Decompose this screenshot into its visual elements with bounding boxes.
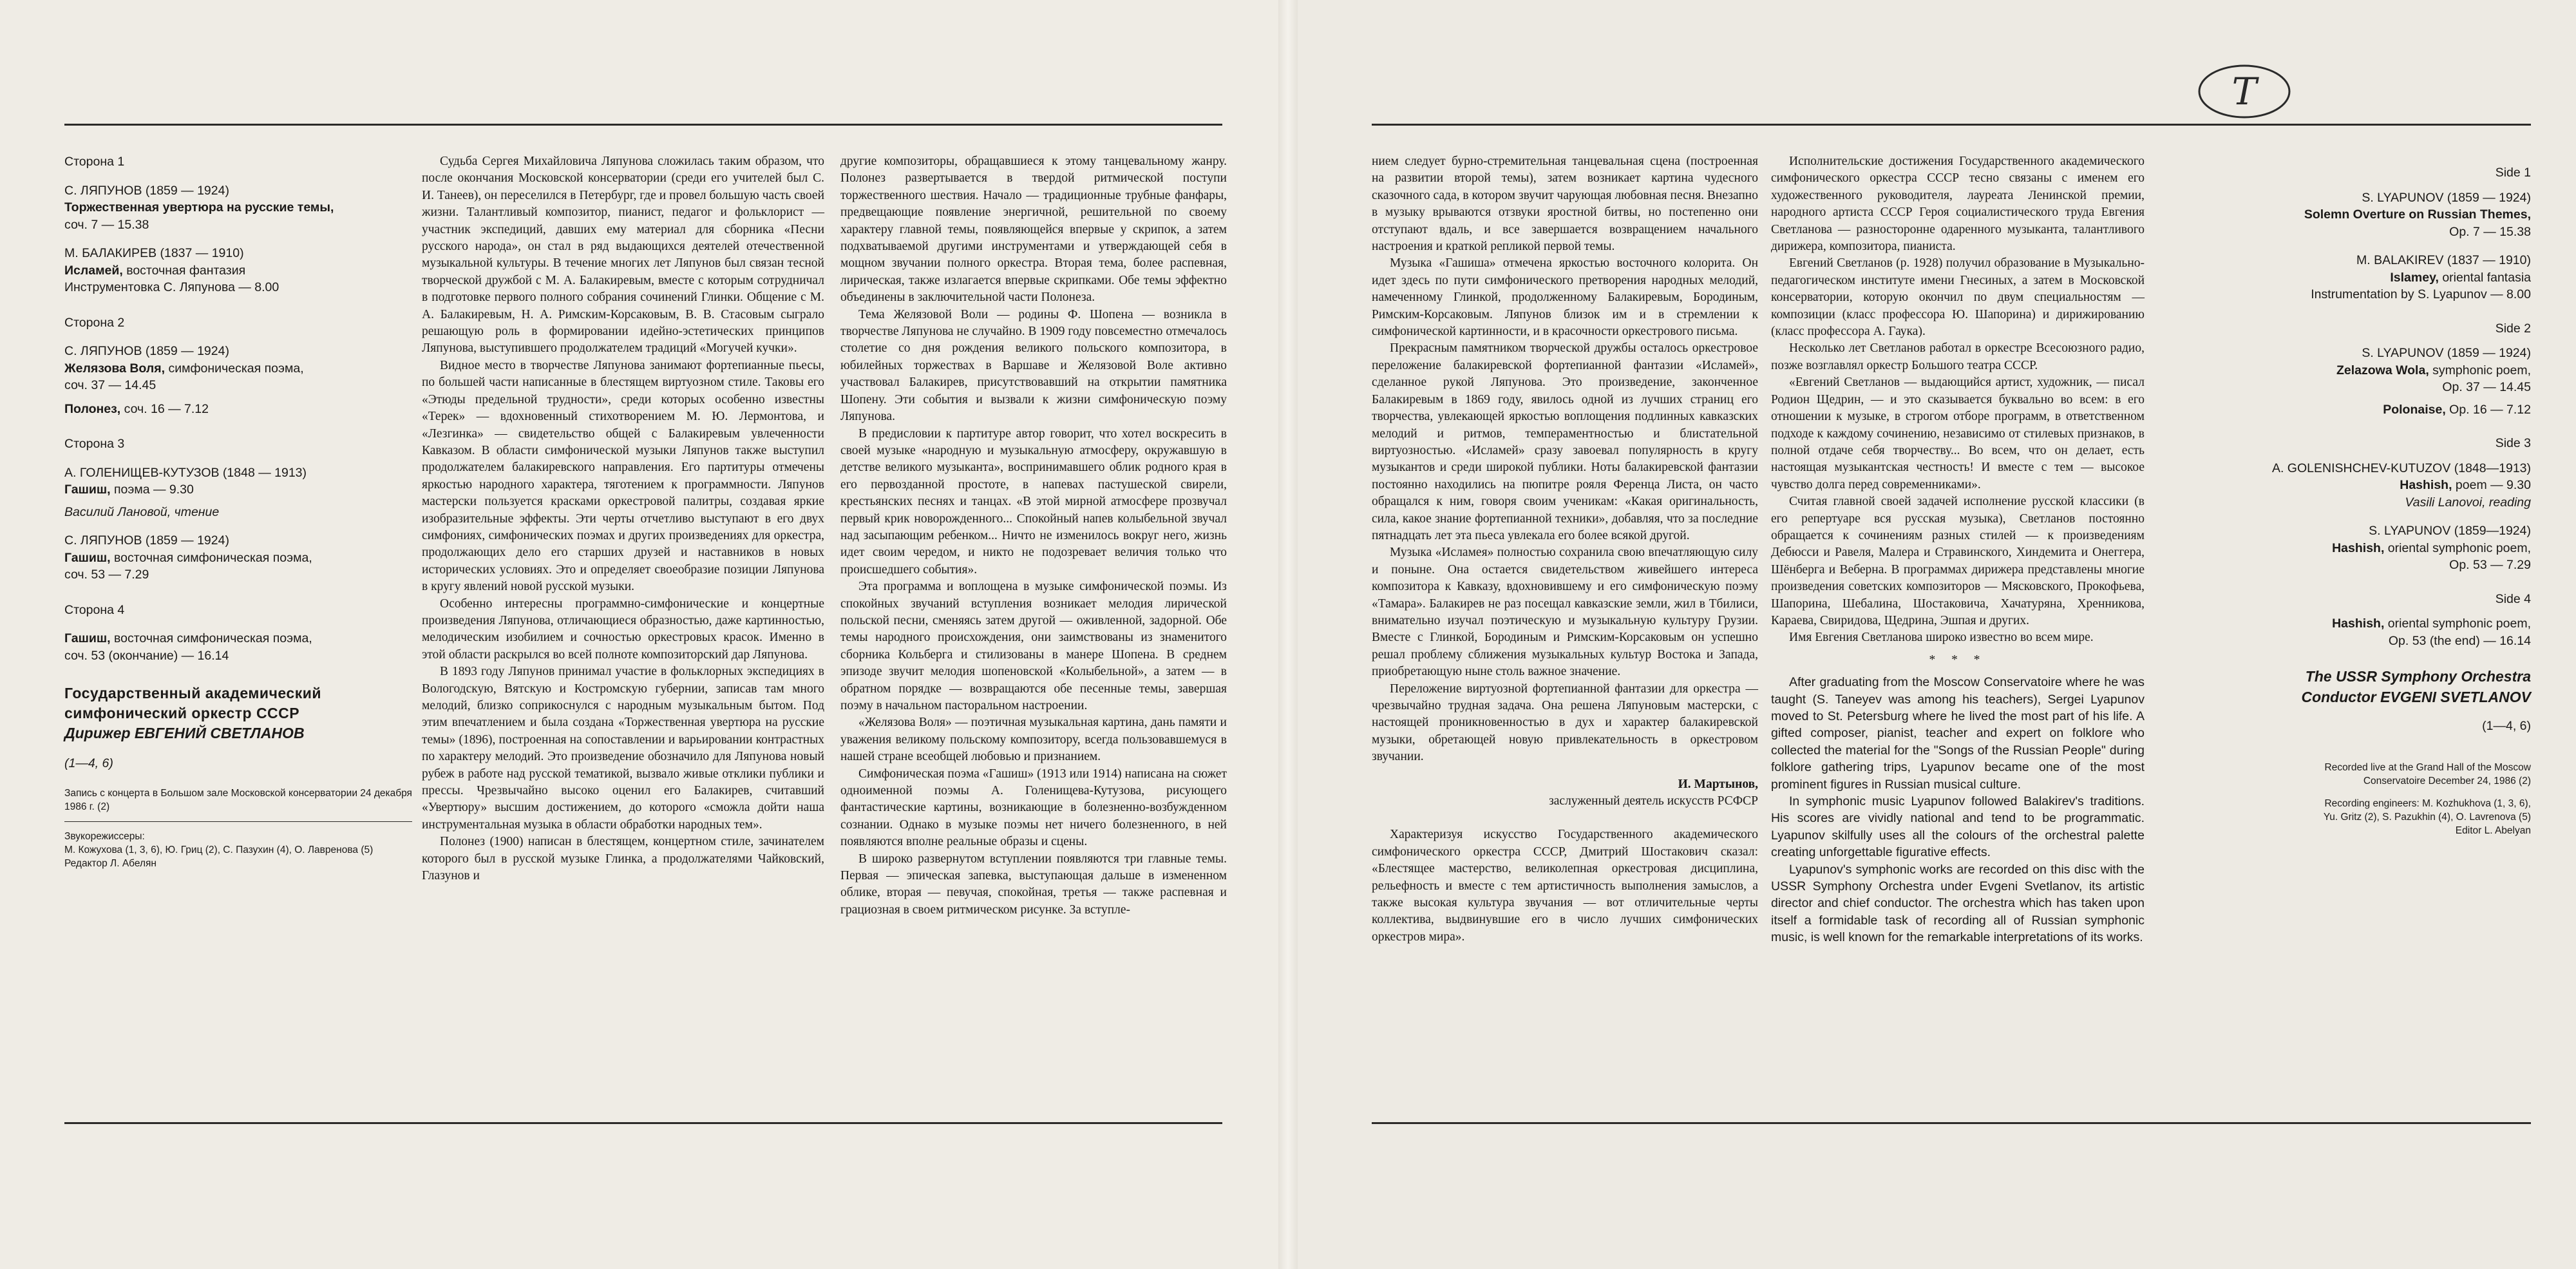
- divider: [64, 821, 412, 822]
- paragraph: Видное место в творчестве Ляпунова занимают фортепианные пьесы, по большей части написанные в блестящем виртуозном стиле. Таковы его «Этюды предельной трудности», среди которых особенно известны «Терек» — вдохновенный стихотворением М. Ю. Лермонтова, и «Лезгинка» — свидетельство общей с Балакиревым увлеченности Кавказом. В области симфонической музыки Ляпунов также выступил продолжателем балакиревского направления. Его партитуры отмечены яркостью народного характера, тяготением к программности. Ляпунов мастерски пользуется красками оркестровой палитры, создавая яркие изобразительные эффекты. Эти черты отчетливо выступают в его двух симфониях, симфонических поэмах и других произведениях для оркестра, продолжающих дело его старших друзей и наставников в новых исторических условиях. Это и определяет своеобразие позиции Ляпунова в кругу явлений новой русской музыки.: [422, 358, 824, 594]
- work-detail: соч. 16 — 7.12: [120, 401, 209, 416]
- paragraph: Особенно интересны программно-симфонические и концертные произведения Ляпунова, отличающиеся образностью, даже картинностью, мелодическим изобилием и сочностью оркестровых красок. Именно в этой области раскрылся во всей полноте композиторский дар Ляпунова.: [422, 596, 824, 662]
- paragraph: В предисловии к партитуре автор говорит, что хотел воскресить в своей музыке «народную и музыкальную атмосферу, окружавшую в детстве великого музыканта», воспринимавшего облик родного края в его первозданной простоте, в напевах пастушеской свирели, крестьянских песнях и танцах. «В этой мирной атмосфере прозвучал первый крик новорожденного... Спокойный напев колыбельной звучал над засыпающим ребенком... Ничто не изменилось вокруг него, жизнь идет своим чередом, и никто не подозревает величия только что происшедшего события».: [840, 426, 1227, 577]
- work-title: Zelazowa Wola,: [2336, 363, 2429, 377]
- composer: A. GOLENISHCHEV-KUTUZOV (1848—1913): [2271, 461, 2531, 475]
- paragraph: Полонез (1900) написан в блестящем, концертном стиле, зачинателем которого был в русской музыке Глинка, а продолжателями Чайковский, Глазунов и: [422, 835, 824, 883]
- program-item: [64, 532, 412, 584]
- work-subtitle: восточная симфоническая поэма,: [110, 631, 312, 645]
- essay-column-1: [422, 153, 824, 884]
- paragraph: Судьба Сергея Михайловича Ляпунова сложилась таким образом, что после окончания Московской консерватории (среди его учителей был С. И. Танеев), он переселился в Петербург, где и провел большую часть своей жизни. Талантливый композитор, пианист, педагог и фольклорист — участник экспедиций, давших ему материал для сборника «Песни русского народа», он стал в ряд выдающихся деятелей отечественной музыкальной культуры. В течение многих лет Ляпунов был связан тесной творческой дружбой с М. А. Балакиревым, вместе с которым сотрудничал в подготовке первого полного собрания сочинений Глинки. Общение с М. А. Балакиревым, Н. А. Римским-Корсаковым, В. В. Стасовым сыграло решающую роль в формировании идейно-эстетических принципов Ляпунова, выступившего продолжателем традиций «Могучей кучки».: [422, 155, 824, 356]
- essay-column-2: [840, 153, 1227, 919]
- paragraph: В широко развернутом вступлении появляются три главные темы. Первая — эпическая запевка, выступающая дальше в измененном облике, вторая — певучая, спокойная, третья — также распевная и грациозная в своем ритмическом рисунке. За вступле-: [840, 852, 1227, 917]
- center-fold: [1278, 0, 1298, 1269]
- composer: М. БАЛАКИРЕВ (1837 — 1910): [64, 246, 244, 260]
- program-item: [2170, 460, 2531, 511]
- work-title: Гашиш,: [64, 482, 111, 497]
- paragraph: Имя Евгения Светланова широко известно во всем мире.: [1789, 631, 2094, 645]
- orchestra-name: The USSR Symphony Orchestra: [2305, 668, 2531, 685]
- bottom-rule-left: [64, 1122, 1222, 1124]
- work-title: Hashish,: [2332, 616, 2385, 631]
- side-1-heading: Сторона 1: [64, 155, 125, 169]
- work-title: Гашиш,: [64, 550, 111, 565]
- work-subtitle: oriental symphonic poem,: [2384, 540, 2531, 555]
- side-4-heading: Сторона 4: [64, 602, 125, 617]
- reader-credit: Василий Лановой, чтение: [64, 504, 220, 519]
- work-title: Polonaise,: [2383, 402, 2446, 417]
- work-detail: соч. 53 — 7.29: [64, 568, 149, 582]
- engineers-list: Recording engineers: M. Kozhukhova (1, 3, 6), Yu. Gritz (2), S. Pazukhin (4), O. Lavrenova (5): [2323, 797, 2531, 823]
- section-separator: * * *: [1929, 653, 1987, 667]
- english-paragraph: Lyapunov's symphonic works are recorded on this disc with the USSR Symphony Orchestra under Evgeni Svetlanov, its artistic director and chief conductor. The orchestra which has taken upon itself a formidable task of recording all of Russian symphonic music, is well known for the remarkable interpretations of its works.: [1771, 862, 2145, 945]
- recording-note: Recorded live at the Grand Hall of the Moscow Conservatoire December 24, 1986 (2): [2324, 761, 2531, 787]
- editor-credit: Редактор Л. Абелян: [64, 857, 156, 869]
- work-detail: poem — 9.30: [2452, 478, 2531, 492]
- side-2-heading: Side 2: [2495, 321, 2531, 336]
- paragraph: другие композиторы, обращавшиеся к этому танцевальному жанру. Полонез развертывается в твердой ритмической поступи торжественного шествия. Начало — традиционные трубные фанфары, предвещающие появление энергичной, решительной по своему характеру главной темы, появляющейся впервые у скрипок, а затем подхватываемой другими инструментами и утверждающей себя в мощном звучании полного оркестра. Вторая тема, более распевная, лирическая, также излагается впервые скрипками. Обе темы эффектно объединены в заключительной части Полонеза.: [840, 155, 1227, 305]
- essay-column-3: [1372, 153, 1758, 946]
- english-paragraph: After graduating from the Moscow Conservatoire where he was taught (S. Taneyev was among his teachers), Sergei Lyapunov moved to St. Petersburg where he lived the most part of his life. A gifted composer, pianist, teacher and expert on folklore who collected the material for the "Songs of the Russian People" during folklore gathering trips, Lyapunov became one of the most prominent figures in Russian musical culture.: [1771, 675, 2145, 792]
- side-4-heading: Side 4: [2495, 591, 2531, 606]
- paragraph: нием следует бурно-стремительная танцевальная сцена (построенная на развитии второй темы), затем возникает картина чудесного сказочного сада, в котором звучит чарующая любовная песня. Внезапно в музыку врываются отзвуки яростной битвы, но постепенно они отступают вдаль, и все завершается возвращением начального настроения и краткой репликой первой темы.: [1372, 155, 1758, 254]
- composer: S. LYAPUNOV (1859—1924): [2369, 524, 2531, 538]
- paragraph: Тема Желязовой Воли — родины Ф. Шопена — возникла в творчестве Ляпунова не случайно. В 1909 году повсеместно отмечалось столетие со дня рождения великого польского композитора, в юбилейных торжествах в Варшаве и Желязовой Воле активно участвовал Балакирев, присутствовавший на открытии памятника Шопену. Эти события и вызвали к жизни симфоническую поэму Ляпунова.: [840, 307, 1227, 424]
- composer: S. LYAPUNOV (1859 — 1924): [2362, 190, 2531, 205]
- side-3-heading: Сторона 3: [64, 437, 125, 451]
- editor-credit: Editor L. Abelyan: [2455, 825, 2531, 836]
- recording-note: Запись с концерта в Большом зале Московской консерватории 24 декабря 1986 г. (2): [64, 787, 412, 812]
- top-rule-right: [1372, 124, 2531, 126]
- composer: S. LYAPUNOV (1859 — 1924): [2362, 346, 2531, 360]
- side-3-heading: Side 3: [2495, 436, 2531, 450]
- work-subtitle: oriental fantasia: [2438, 270, 2531, 285]
- conductor-name: Дирижер ЕВГЕНИЙ СВЕТЛАНОВ: [64, 725, 305, 741]
- paragraph: «Евгений Светланов — выдающийся артист, художник, — писал Родион Щедрин, — и это сказывается буквально во всем: в его отношении к музыке, в строгом отборе программ, в ответственном подходе к каждому сочинению, независимо от стилевых признаков, в полной отдаче себя творчеству... Во всем, что он делает, есть настоящая музыкантская честность! И вместе с тем — высокое чувство долга перед современниками».: [1771, 376, 2145, 491]
- engineers-label: Звукорежиссеры:: [64, 830, 145, 842]
- paragraph: Характеризуя искусство Государственного академического симфонического оркестра СССР, Дмитрий Шостакович сказал: «Блестящее мастерство, великолепная оркестровая дисциплина, рельефность и вместе с тем артистичность выполнения замыслов, а также высокая культура звучания — вот отличительные черты коллектива, выдвинувшие его в число лучших симфонических оркестров мира».: [1372, 828, 1758, 944]
- author-title: заслуженный деятель искусств РСФСР: [1549, 794, 1758, 808]
- work-title: Торжественная увертюра на русские темы,: [64, 200, 334, 215]
- paragraph: В 1893 году Ляпунов принимал участие в фольклорных экспедициях в Вологодскую, Вятскую и Костромскую губернии, записав там много мелодий, близко соприкоснулся с народным музыкальным бытом. Под этим впечатлением и была создана «Торжественная увертюра на русские темы» (1896), построенная на сопоставлении и варьировании контрастных по характеру мелодий. Это произведение обозначило для Ляпунова новый рубеж в работе над русской тематикой, вызвало живые отклики публики и прессы. Чрезвычайно высоко оценил его Балакирев, считавший «Увертюру» высшим достижением, до которого «сможла дойти наша инструментальная музыка в области обработки народных тем».: [422, 665, 824, 832]
- composer: С. ЛЯПУНОВ (1859 — 1924): [64, 344, 229, 358]
- program-item: [2170, 615, 2531, 649]
- composer: А. ГОЛЕНИЩЕВ-КУТУЗОВ (1848 — 1913): [64, 465, 307, 480]
- paragraph: Переложение виртуозной фортепианной фантазии для оркестра — чрезвычайно трудная задача. Она решена Ляпуновым мастерски, с настоящей проникновенностью в дух и характер балакиревской музыки, обретающей новую привлекательность в оркестровом звучании.: [1372, 682, 1758, 764]
- program-item: [64, 464, 412, 521]
- program-list-russian: [64, 153, 412, 870]
- work-subtitle: симфоническая поэма,: [165, 361, 304, 376]
- english-paragraph: In symphonic music Lyapunov followed Balakirev's traditions. His scores are vividly national and tend to be programmatic. Lyapunov skilfully uses all the colours of the orchestral palette creating unforgettable figurative effects.: [1771, 794, 2145, 860]
- paragraph: Симфоническая поэма «Гашиш» (1913 или 1914) написана на сюжет одноименной поэмы А. Голенищева-Кутузова, рисующего фантастические картины, возникающие в болезненно-возбужденном сознании. Однако в музыке поэмы нет ничего болезненного, в ней появляются вполне реальные образы и сцены.: [840, 767, 1227, 849]
- top-rule-left: [64, 124, 1222, 126]
- paragraph: Считая главной своей задачей исполнение русской классики (в его репертуаре вся русская музыка), Светланов постоянно обращается к сочинениям разных стилей — к произведениям Дебюсси и Равеля, Малера и Стравинского, Хиндемита и Онеггера, Шёнберга и Веберна. В программах дирижера представлены многие произведения советских композиторов — Мясковского, Прокофьева, Шапорина, Шебалина, Шостаковича, Хачатуряна, Хренникова, Караева, Свиридова, Щедрина, Эшпая и других.: [1771, 495, 2145, 627]
- work-subtitle: восточная фантазия: [122, 263, 246, 278]
- work-title: Полонез,: [64, 401, 121, 416]
- program-list-english: [2170, 164, 2531, 837]
- paragraph: Эта программа и воплощена в музыке симфонической поэмы. Из спокойных звучаний вступления возникает мелодия лирической польской песни, сменяясь затем другой — оживленной, задорной. Обе темы народного происхождения, они заимствованы из знаменитого сборника Кольберга и стилизованы в манере Шопена. В среднем эпизоде звучит мелодия шопеновской «Колыбельной», а затем — в обратном порядке — возвращаются обе песенные темы, завершая поэму в начальном пасторальном настроении.: [840, 580, 1227, 712]
- handwritten-stamp: [2196, 58, 2293, 122]
- work-title: Желязова Воля,: [64, 361, 166, 376]
- work-title: Hashish,: [2400, 478, 2452, 492]
- work-detail: Instrumentation by S. Lyapunov — 8.00: [2311, 287, 2531, 301]
- work-title: Гашиш,: [64, 631, 111, 645]
- work-detail: Op. 7 — 15.38: [2449, 224, 2531, 239]
- paragraph: Евгений Светланов (р. 1928) получил образование в Музыкально-педагогическом институте имени Гнесиных, а затем в Московской консерватории, которую окончил по двум специальностям — композиции (класс профессора Ю. Шапорина) и дирижированию (класс профессора А. Гаука).: [1771, 256, 2145, 339]
- work-subtitle: symphonic poem,: [2429, 363, 2531, 377]
- composer: С. ЛЯПУНОВ (1859 — 1924): [64, 183, 229, 198]
- bottom-rule-right: [1372, 1122, 2531, 1124]
- work-title: Solemn Overture on Russian Themes,: [2304, 207, 2531, 222]
- work-title: Islamey,: [2390, 270, 2439, 285]
- work-subtitle: восточная симфоническая поэма,: [110, 550, 312, 565]
- paragraph: «Желязова Воля» — поэтичная музыкальная картина, дань памяти и уважения великому польскому композитору, всегда пользовавшемуся в нашей стране всеобщей любовью и признанием.: [840, 716, 1227, 764]
- composer: M. BALAKIREV (1837 — 1910): [2356, 253, 2531, 267]
- work-detail: Op. 16 — 7.12: [2445, 402, 2531, 417]
- work-detail: Op. 37 — 14.45: [2442, 380, 2531, 394]
- work-detail: Инструментовка С. Ляпунова — 8.00: [64, 280, 279, 294]
- circle-mark-icon: [2196, 58, 2293, 122]
- parts-note: (1—4, 6): [2482, 719, 2531, 733]
- program-item: [2170, 189, 2531, 241]
- program-item: [64, 343, 412, 417]
- orchestra-name: Государственный академический симфонический оркестр СССР: [64, 685, 321, 721]
- side-2-heading: Сторона 2: [64, 315, 125, 330]
- work-title: Hashish,: [2332, 540, 2385, 555]
- work-subtitle: oriental symphonic poem,: [2384, 616, 2531, 631]
- work-detail: Op. 53 (the end) — 16.14: [2388, 633, 2531, 648]
- program-item: [64, 182, 412, 234]
- program-item: [64, 630, 412, 664]
- paragraph: Музыка «Гашиша» отмечена яркостью восточного колорита. Он идет здесь по пути симфонического претворения народных мелодий, намеченному Глинкой, продолженному Балакиревым, Бородиным, Римским-Корсаковым. Ляпунов близок им и в стремлении к симфонической картинности, и в красочности оркестрового письма.: [1372, 256, 1758, 339]
- work-detail: Op. 53 — 7.29: [2449, 558, 2531, 572]
- program-item: [2170, 252, 2531, 303]
- parts-note: (1—4, 6): [64, 756, 113, 770]
- paragraph: Музыка «Исламея» полностью сохранила свою впечатляющую силу и поныне. Она остается свидетельством живейшего интереса композитора к Кавказу, вдохновившему и его симфоническую поэму «Тамара». Балакирев не раз посещал кавказские земли, жил в Тбилиси, внимательно изучал поэтическую и музыкальную культуру Грузии. Вместе с Глинкой, Бородиным и Римским-Корсаковым он успешно решал проблему сближения музыкальных культур Востока и Запада, приобретающую ныне столь важное значение.: [1372, 546, 1758, 679]
- program-item: [2170, 345, 2531, 418]
- work-detail: соч. 37 — 14.45: [64, 378, 156, 392]
- reader-credit: Vasili Lanovoi, reading: [2405, 495, 2531, 510]
- author-signature: И. Мартынов,: [1678, 777, 1758, 791]
- stamp-letter: T: [2231, 70, 2257, 113]
- work-detail: поэма — 9.30: [110, 482, 194, 497]
- program-item: [2170, 522, 2531, 574]
- essay-column-4: [1771, 153, 2145, 946]
- engineers-list: М. Кожухова (1, 3, 6), Ю. Гриц (2), С. Пазухин (4), О. Лавренова (5): [64, 844, 374, 855]
- side-1-heading: Side 1: [2495, 166, 2531, 180]
- program-item: [64, 245, 412, 296]
- work-detail: соч. 7 — 15.38: [64, 217, 149, 232]
- paragraph: Несколько лет Светланов работал в оркестре Всесоюзного радио, позже возглавлял оркестр Большого театра СССР.: [1771, 341, 2145, 372]
- paragraph: Исполнительские достижения Государственного академического симфонического оркестра СССР тесно связаны с именем его художественного руководителя, лауреата Ленинской премии, народного артиста СССР Героя социалистического труда Евгения Светланова — разносторонне одаренного музыканта, талантливого дирижера, композитора, пианиста.: [1771, 155, 2145, 254]
- composer: С. ЛЯПУНОВ (1859 — 1924): [64, 533, 229, 548]
- work-title: Исламей,: [64, 263, 123, 278]
- conductor-name: Conductor EVGENI SVETLANOV: [2301, 689, 2531, 705]
- paragraph: Прекрасным памятником творческой дружбы осталось оркестровое переложение балакиревской фортепианной фантазии «Исламей», сделанное рукой Ляпунова. Это произведение, законченное Балакиревым в 1869 году, явилось одной из лучших страниц его творчества, увлекающей яркостью воплощения подлинных кавказских мелодий и ритмов, темпераментностью и блистательной виртуозностью. «Исламей» сразу завоевал популярность в кругу музыкантов и среди широкой публики. Ноты балакиревской фантазии постоянно находились на пюпитре рояля Ференца Листа, он часто обращался к ним, говоря своим ученикам: «Какая оригинальность, сила, какое знание фортепианной техники», добавляя, что за последние пятнадцать лет эта пьеса увлекала его более всякой другой.: [1372, 341, 1758, 542]
- work-detail: соч. 53 (окончание) — 16.14: [64, 648, 229, 663]
